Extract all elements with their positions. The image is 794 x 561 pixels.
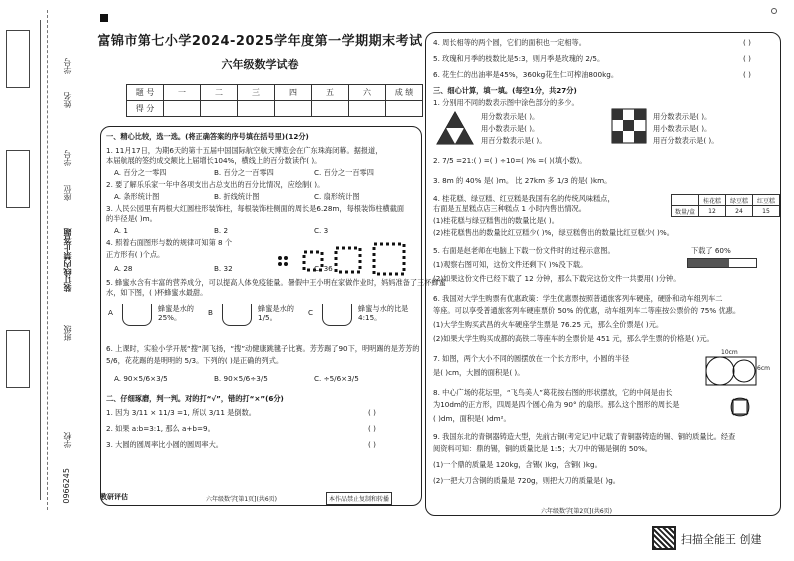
rect-height-label: 6cm: [757, 365, 770, 372]
grid-cell: [634, 109, 646, 120]
score-cell: 题 号: [127, 85, 164, 101]
fill-3: 3. 8m 的 40% 是( )m。 比 27km 多 1/3 的是( )km。: [433, 176, 612, 185]
dot: [284, 256, 288, 260]
question-4: 4. 照着右面图形与数的规律可知第 8 个: [106, 238, 233, 247]
triangle-shaded-top: [446, 112, 464, 128]
sidebar-label-2: 学号: [63, 150, 72, 166]
cake-header-cell: [672, 195, 699, 206]
grid-figure: [611, 108, 647, 144]
fill-2: 2. 7/5 =21:( ) =( ) ÷10=( )% =( )(填小数)。: [433, 156, 587, 165]
cup-c-text: 蜂蜜与水的比是4:15。: [358, 304, 409, 322]
q4-option-a: A. 28: [114, 264, 133, 273]
rect-width-label: 10cm: [721, 349, 738, 356]
exam-subtitle: 六年级数学试卷: [221, 58, 299, 71]
q3-option-c: C. 3: [314, 226, 329, 235]
score-cell: 得 分: [127, 101, 164, 117]
fill-8-cont: 为10dm的正方形，四周是四个圆心角为 90° 的扇形。那么这个图形的周长是: [433, 400, 680, 409]
download-progress-fill: [688, 259, 729, 267]
corner-pin-icon: [771, 8, 777, 14]
footer-left: 教研评估: [100, 493, 128, 501]
qr-code-icon: [652, 526, 676, 550]
score-input-cell[interactable]: [349, 101, 386, 117]
q1-option-c: C. 百分之一百零四: [314, 168, 374, 177]
score-cell: 六: [349, 85, 386, 101]
q2-option-a: A. 条形统计图: [114, 192, 160, 201]
score-cell: 二: [201, 85, 238, 101]
score-input-cell[interactable]: [201, 101, 238, 117]
cup-a-text: 蜂蜜是水的25%。: [158, 304, 194, 322]
dot: [278, 256, 282, 260]
question-5: 5. 蜂蜜水含有丰富的营养成分，可以提高人体免疫能量。暑假中王小明在家做作业时，妈妈准备了三杯蜂蜜: [106, 278, 446, 287]
sidebar-line: [40, 20, 41, 500]
question-3: 3. 人民公园里有两根大红圆柱形装饰柱，每根装饰柱侧面的周长是6.28m，每根装饰柱横截面: [106, 204, 405, 213]
fill-4-cont: 右面是五星糕点店三种糕点 1 小时内售出情况。: [433, 204, 586, 213]
score-input-cell[interactable]: [164, 101, 201, 117]
cup-b-label: B: [208, 308, 213, 317]
fill-8: 8. 中心广场的花坛里，“飞鸟美人”葛花按右图的形状摆放，它的中间是由长: [433, 388, 673, 397]
dot: [278, 262, 282, 266]
q2-option-b: B. 折线统计图: [214, 192, 260, 201]
score-cell: 成 绩: [386, 85, 423, 101]
fill-9-cont: 阅资料可知：鼎的锡，铜的质量比是 1:5；大刀中的锡是铜的 50%。: [433, 444, 652, 453]
q4-option-b: B. 32: [214, 264, 233, 273]
sidebar-box-1: [6, 30, 30, 88]
score-input-cell[interactable]: [312, 101, 349, 117]
judge-6-answer[interactable]: ( ): [743, 70, 751, 79]
sidebar-box-3: [6, 330, 30, 388]
cake-value-cell: 24: [726, 206, 753, 217]
q6-option-c: C. ÷5/6×3/5: [314, 374, 359, 383]
sidebar-label-6: 学校: [63, 432, 72, 448]
cup-c-icon: [322, 304, 352, 326]
fill-1-pct-a: 用百分数表示是( )。: [481, 136, 547, 145]
judge-4-answer[interactable]: ( ): [743, 38, 751, 47]
fill-4: 4. 桂花糕、绿豆糕、红豆糕是我国有名的传统风味糕点，: [433, 194, 615, 203]
score-cell: 一: [164, 85, 201, 101]
q1-option-b: B. 百分之一百零四: [214, 168, 274, 177]
fill-5-a: (1)观察右图可知，这份文件还剩下( )%没下载。: [433, 260, 588, 269]
left-page: [96, 4, 446, 516]
cake-header-cell: 桂花糕: [699, 195, 726, 206]
cake-header-cell: 红豆糕: [753, 195, 780, 206]
download-progress-bar: [687, 258, 757, 268]
fill-7: 7. 如图，两个大小不同的圆摆放在一个长方形中，小圆的半径: [433, 354, 630, 363]
sidebar-label-5: 班级: [63, 325, 72, 341]
dot-square-4: [374, 244, 404, 274]
scan-watermark-text: 扫描全能王 创建: [681, 533, 762, 546]
footer-stamp: 本作品禁止复制和转播: [326, 492, 392, 505]
fill-1-dec-b: 用小数表示是( )。: [653, 124, 712, 133]
dot-square-3: [336, 248, 360, 272]
sector-left: [731, 400, 733, 414]
score-input-cell[interactable]: [238, 101, 275, 117]
binding-sidebar: [0, 0, 72, 520]
grid-cell: [634, 131, 646, 143]
q1-option-a: A. 百分之一零四: [114, 168, 167, 177]
question-2: 2. 要了解乐乐家一年中各项支出占总支出的百分比情况，应绘制( )。: [106, 180, 325, 189]
score-cell: 三: [238, 85, 275, 101]
section3-title: 三、细心计算，填一填。(每空1分，共27分): [433, 86, 577, 95]
fill-8-cont2: ( )dm，面积是( )dm²。: [433, 414, 511, 423]
sidebar-label-3: 座位: [63, 185, 72, 201]
judge-3: 3. 大圆的圆周率比小圆的圆周率大。: [106, 440, 223, 449]
fill-4-a: (1)桂花糕与绿豆糕售出的数量比是( )。: [433, 216, 559, 225]
score-table-row: [127, 101, 423, 117]
question-5-cont: 水，如下图，( )杯蜂蜜水最甜。: [106, 288, 208, 297]
exam-title: 富锦市第七小学2024-2025学年度第一学期期末考试: [97, 34, 423, 49]
sidebar-dash-line: [47, 10, 48, 510]
fill-4-b: (2)桂花糕售出的数量比红豆糕少( )%，绿豆糕售出的数量比红豆糕少( )%。: [433, 228, 674, 237]
section2-title: 二、仔细琢磨，判一判。对的打“√”，错的打“×”(6分): [106, 394, 284, 403]
fill-1-frac-a: 用分数表示是( )。: [481, 112, 540, 121]
center-square: [733, 400, 747, 414]
grid-cell: [623, 120, 634, 131]
score-table: [126, 84, 423, 117]
cup-c-label: C: [308, 308, 314, 317]
question-6-cont: 5/6，花花踢的是明明的 5/3。下列的( )是正确的列式。: [106, 356, 284, 365]
question-1-cont: 本届航展的签约成交额比上届增长104%，横线上的百分数读作( )。: [106, 156, 322, 165]
sidebar-label-4: 装订线内禁止答题: [63, 228, 72, 292]
cup-a-label: A: [108, 308, 113, 317]
judge-2: 2. 如果 a:b=3:1, 那么 a+b=9。: [106, 424, 215, 433]
cake-value-cell: 12: [699, 206, 726, 217]
flower-bed-figure: [721, 388, 759, 426]
score-cell: 五: [312, 85, 349, 101]
dot: [284, 262, 288, 266]
judge-3-answer[interactable]: ( ): [368, 440, 376, 449]
q6-option-b: B. 90×5/6÷3/5: [214, 374, 268, 383]
cake-value-cell: 15: [753, 206, 780, 217]
fill-1-dec-a: 用小数表示是( )。: [481, 124, 540, 133]
fill-9-b: (2)一把大刀含铜的质量是 720g，则把大刀的质量是( )g。: [433, 476, 620, 485]
judge-2-answer[interactable]: ( ): [368, 424, 376, 433]
score-input-cell[interactable]: [275, 101, 312, 117]
cake-table-row: [672, 206, 780, 217]
question-3-cont: 的半径是( )m。: [106, 214, 157, 223]
fill-1-frac-b: 用分数表示是( )。: [653, 112, 712, 121]
dot-square-2: [304, 252, 322, 270]
question-4-cont: 正方形有( )个点。: [106, 250, 165, 259]
judge-1-answer[interactable]: ( ): [368, 408, 376, 417]
circles-in-rectangle-figure: [705, 356, 757, 386]
sidebar-label-1: 姓名: [63, 92, 72, 108]
sidebar-code: 0966245: [62, 468, 71, 504]
judge-5-answer[interactable]: ( ): [743, 54, 751, 63]
sector-bottom: [733, 414, 747, 416]
fill-6-cont: 等座。可以享受普通旅客列车硬座票价 50% 的优惠，动车组列车二等座按公票价的 75% 优惠。: [433, 306, 741, 315]
sidebar-box-2: [6, 150, 30, 208]
q3-option-b: B. 2: [214, 226, 229, 235]
judge-4: 4. 周长相等的两个圆，它们的面积也一定相等。: [433, 38, 586, 47]
cake-table-header: [672, 195, 780, 206]
q2-option-c: C. 扇形统计图: [314, 192, 360, 201]
big-circle: [706, 357, 734, 385]
triangle-figure: [435, 110, 475, 146]
section1-title: 一、精心比较，选一选。(将正确答案的序号填在括号里)(12分): [106, 132, 309, 141]
fill-6-a: (1)大学生购买武昌的火车硬座学生票是 76.25 元，那么全价票是( )元。: [433, 320, 664, 329]
fill-7-cont: 是( )cm，大圆的面积是( )。: [433, 368, 525, 377]
fill-5-b: (2)如果这份文件已经下载了 12 分钟，那么下载完这份文件一共要用( )分钟。: [433, 274, 681, 283]
cup-a-icon: [122, 304, 152, 326]
sector-top: [733, 398, 747, 400]
score-table-row: [127, 85, 423, 101]
cake-header-cell: 绿豆糕: [726, 195, 753, 206]
q3-option-a: A. 1: [114, 226, 128, 235]
right-page: [425, 32, 781, 516]
cake-table: [671, 194, 780, 217]
footer-page-right: 六年级数学[第2页](共6页): [541, 508, 612, 515]
score-cell: 四: [275, 85, 312, 101]
question-6: 6. 上课时，实验小学开展“搜”洞飞扬，“搜”动健康跳毽子比赛。芳芳踢了90下，明明踢的是芳芳的: [106, 344, 420, 353]
grid-cell: [612, 109, 623, 120]
fill-9: 9. 我国东北的青铜器铸造大型，先前古铜(考定记)中记载了青铜器铸造的锡、铜的质量比。经查: [433, 432, 736, 441]
fill-6: 6. 我国对大学生购票有优惠政策：学生优惠票按照普通旅客列车硬座，硬卧和动车组列车二: [433, 294, 723, 303]
sidebar-label-0: 学号: [63, 58, 72, 74]
small-circle: [733, 360, 755, 382]
fill-9-a: (1)一个鼎的质量是 120kg，含锡( )kg，含铜( )kg。: [433, 460, 602, 469]
question-1: 1. 11月17日，为期6天的第十五届中国国际航空航天博览会在广东珠海闭幕。据报道，: [106, 146, 383, 155]
footer-page-left: 六年级数学[第1页](共6页): [206, 496, 277, 503]
q4-option-c: C. 36: [314, 264, 333, 273]
score-input-cell[interactable]: [386, 101, 423, 117]
download-progress-label: 下载了 60%: [691, 246, 731, 255]
fill-1: 1. 分别用不同的数表示图中涂色部分的多少。: [433, 98, 579, 107]
fill-1-pct-b: 用百分数表示是( )。: [653, 136, 719, 145]
fill-5: 5. 右面是赵老师在电脑上下载一份文件时的过程示意图。: [433, 246, 615, 255]
q6-option-a: A. 90×5/6×3/5: [114, 374, 168, 383]
sector-right: [747, 400, 749, 414]
fill-6-b: (2)如果大学生购买成都的高铁二等座车的全票价是 451 元，那么学生票的价格是( )元。: [433, 334, 714, 343]
cup-b-icon: [222, 304, 252, 326]
grid-cell: [612, 131, 623, 143]
judge-1: 1. 因为 3/11 × 11/3 =1, 所以 3/11 是倒数。: [106, 408, 256, 417]
cup-b-text: 蜂蜜是水的1/5。: [258, 304, 294, 322]
judge-5: 5. 玫瑰和月季的枝数比是5:3，则月季是玫瑰的 2/5。: [433, 54, 605, 63]
judge-6: 6. 花生仁的出油率是45%，360kg花生仁可榨油800kg。: [433, 70, 619, 79]
cake-row-label: 数量/盒: [672, 206, 699, 217]
